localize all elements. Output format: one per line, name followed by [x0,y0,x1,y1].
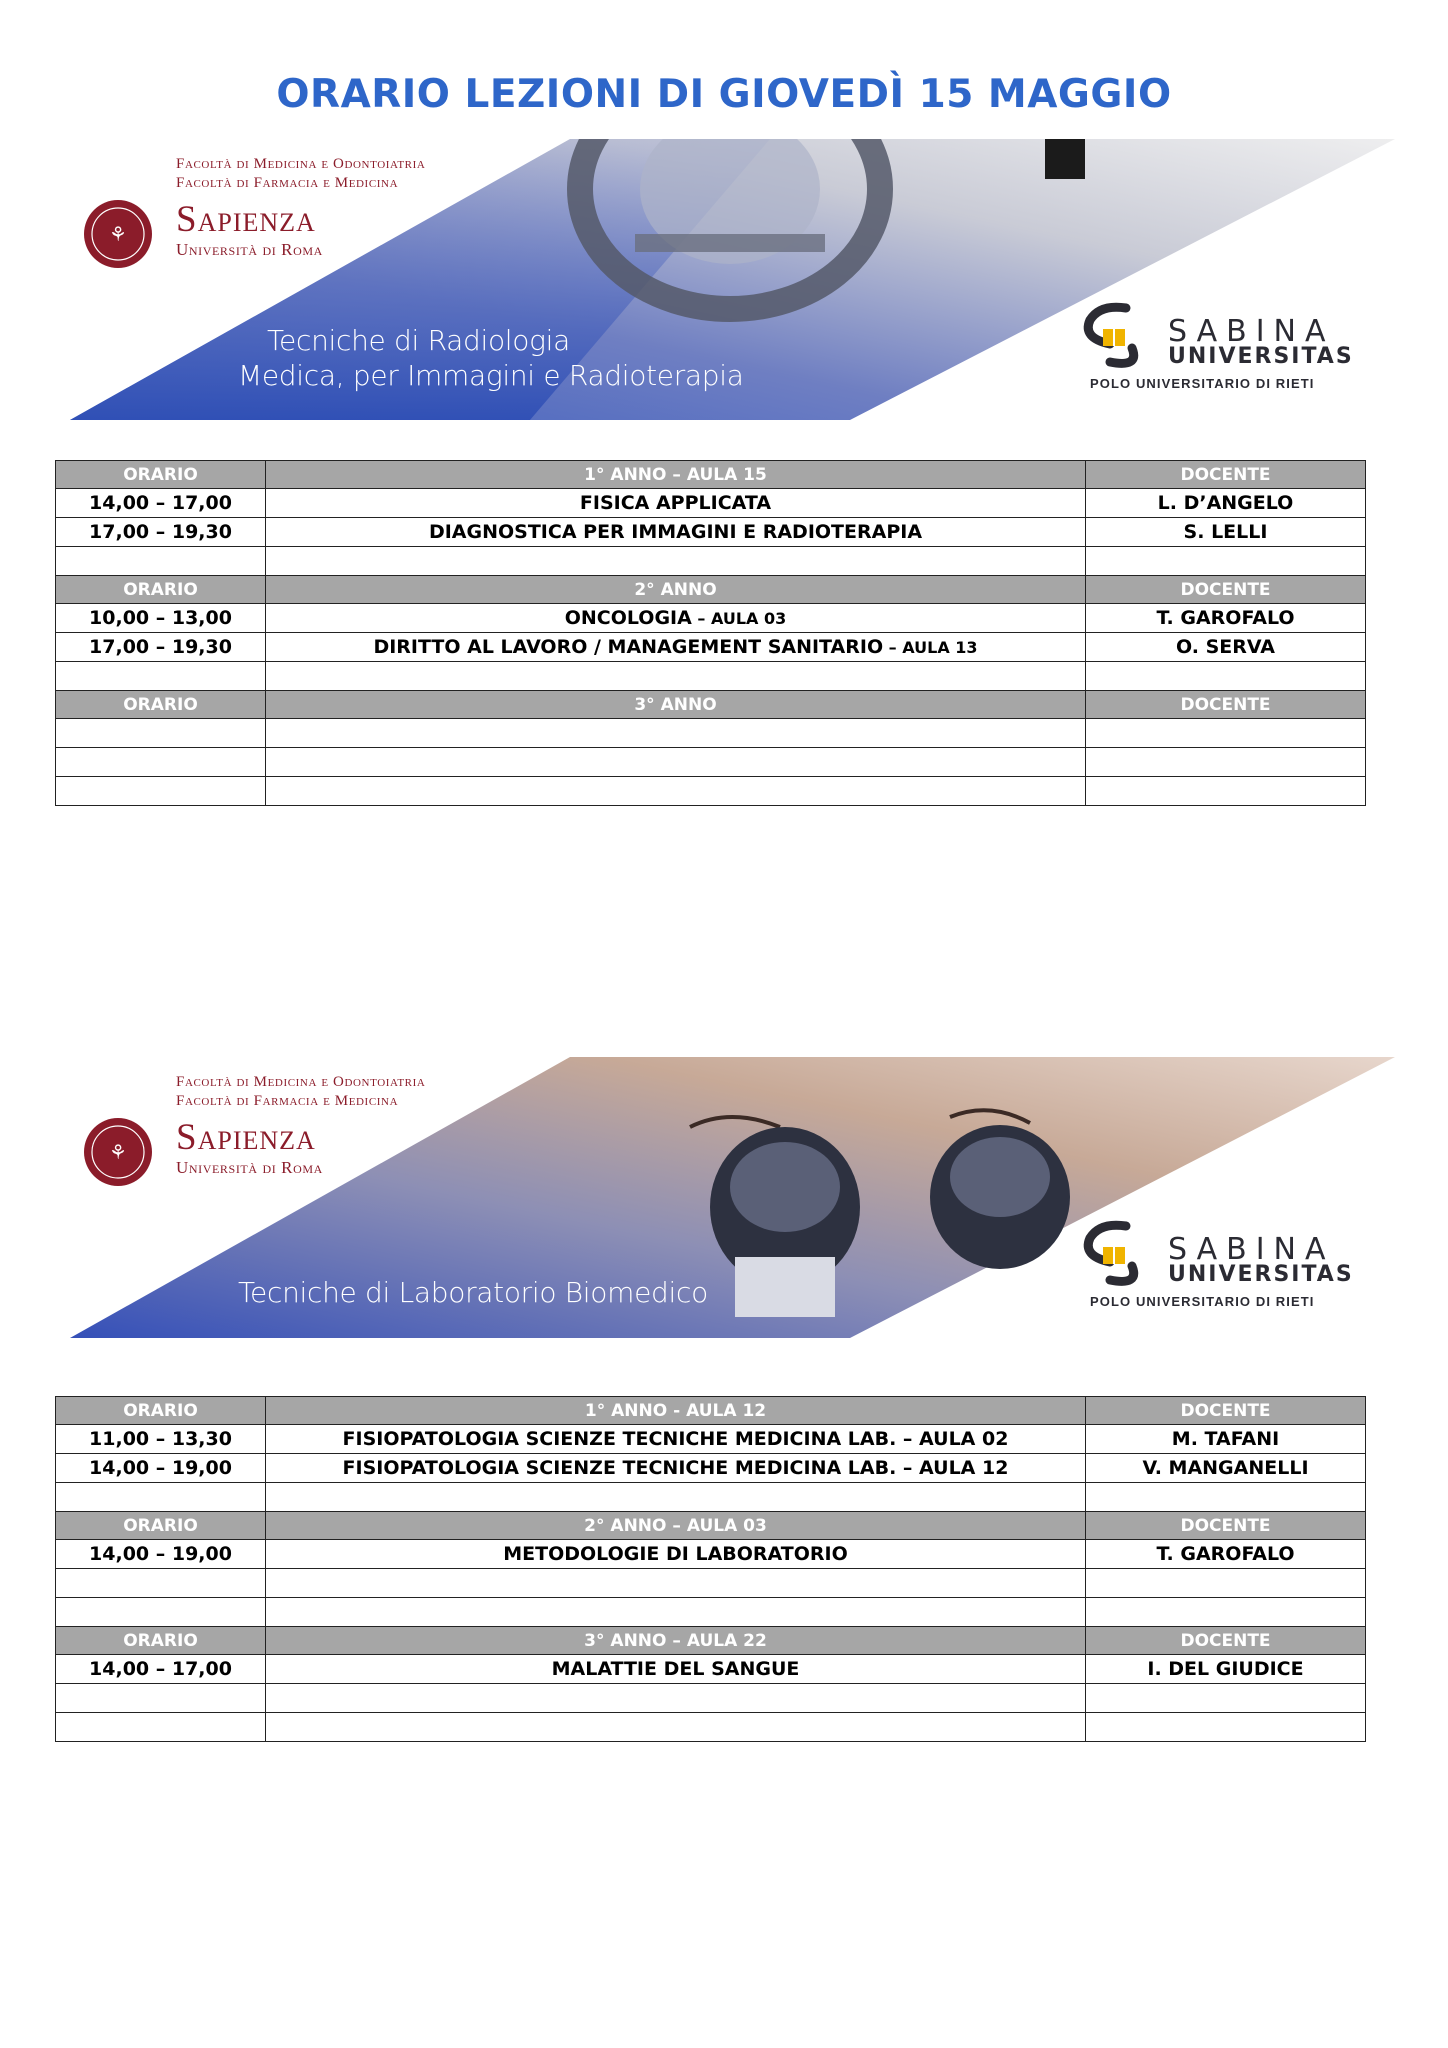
partner-polo: POLO UNIVERSITARIO DI RIETI [1090,1294,1315,1309]
teacher-cell: V. MANGANELLI [1086,1454,1366,1483]
table-header-row [56,1627,1366,1655]
empty-row [56,662,1366,691]
table-header-row [56,461,1366,489]
teacher-cell: M. TAFANI [1086,1425,1366,1454]
university-name: Sapienza [176,199,316,240]
teacher-cell: O. SERVA [1086,633,1366,662]
col-orario-header: ORARIO [56,1397,266,1425]
teacher-cell: S. LELLI [1086,518,1366,547]
page-title: ORARIO LEZIONI DI GIOVEDÌ 15 MAGGIO [276,72,1172,117]
col-orario-header: ORARIO [56,1512,266,1540]
table-row [56,489,1366,518]
table-row [56,633,1366,662]
partner-subtitle: UNIVERSITAS [1168,1262,1354,1287]
partner-subtitle: UNIVERSITAS [1168,344,1354,369]
teacher-cell: L. D’ANGELO [1086,489,1366,518]
university-name: Sapienza [176,1117,316,1158]
course-title-line: Tecniche di Laboratorio Biomedico [238,1276,708,1309]
year-header: 3° ANNO – AULA 22 [266,1627,1086,1655]
partner-name: SABINA [1168,314,1335,349]
teacher-cell: T. GAROFALO [1086,1540,1366,1569]
faculty-line: Facoltà di Medicina e Odontoiatria [176,156,426,172]
faculty-line: Facoltà di Farmacia e Medicina [176,175,399,191]
teacher-cell: T. GAROFALO [1086,604,1366,633]
room-label: – AULA 03 [691,609,787,628]
svg-text:⚘: ⚘ [109,1140,127,1164]
subject-name: DIRITTO AL LAVORO / MANAGEMENT SANITARIO [373,636,884,658]
col-orario-header: ORARIO [56,1627,266,1655]
table-row [56,1425,1366,1454]
time-cell: 17,00 – 19,30 [56,518,266,547]
empty-row [56,1483,1366,1512]
subject-cell: METODOLOGIE DI LABORATORIO [266,1540,1086,1569]
time-cell: 10,00 – 13,00 [56,604,266,633]
time-cell: 14,00 – 19,00 [56,1540,266,1569]
subject-cell: MALATTIE DEL SANGUE [266,1655,1086,1684]
empty-row [56,777,1366,806]
empty-row [56,1569,1366,1598]
table-row [56,1454,1366,1483]
table-row [56,1655,1366,1684]
table-row [56,1540,1366,1569]
subject-cell: FISIOPATOLOGIA SCIENZE TECNICHE MEDICINA LAB. – AULA 02 [266,1425,1086,1454]
time-cell: 14,00 – 17,00 [56,489,266,518]
faculty-line: Facoltà di Medicina e Odontoiatria [176,1074,426,1090]
course-title-line: Tecniche di Radiologia [267,324,570,357]
table-row [56,604,1366,633]
empty-row [56,1598,1366,1627]
col-orario-header: ORARIO [56,691,266,719]
partner-name: SABINA [1168,1232,1335,1267]
year-header: 2° ANNO [266,576,1086,604]
col-docente-header: DOCENTE [1086,1512,1366,1540]
subject-cell: FISIOPATOLOGIA SCIENZE TECNICHE MEDICINA LAB. – AULA 12 [266,1454,1086,1483]
col-orario-header: ORARIO [56,461,266,489]
university-subtitle: Università di Roma [176,1158,323,1177]
col-docente-header: DOCENTE [1086,691,1366,719]
subject-cell: FISICA APPLICATA [266,489,1086,518]
year-header: 1° ANNO – AULA 15 [266,461,1086,489]
empty-row [56,748,1366,777]
empty-row [56,1684,1366,1713]
room-label: – AULA 13 [883,638,978,657]
teacher-cell: I. DEL GIUDICE [1086,1655,1366,1684]
subject-name: ONCOLOGIA [564,607,692,629]
time-cell: 11,00 – 13,30 [56,1425,266,1454]
schedule-table-laboratorio [55,1396,1366,1742]
subject-cell: DIAGNOSTICA PER IMMAGINI E RADIOTERAPIA [266,518,1086,547]
course-title-line: Medica, per Immagini e Radioterapia [238,359,744,392]
banner-laboratorio [70,1057,1395,1338]
year-header: 1° ANNO - AULA 12 [266,1397,1086,1425]
col-docente-header: DOCENTE [1086,576,1366,604]
time-cell: 14,00 – 19,00 [56,1454,266,1483]
col-docente-header: DOCENTE [1086,1397,1366,1425]
col-docente-header: DOCENTE [1086,461,1366,489]
time-cell: 17,00 – 19,30 [56,633,266,662]
subject-cell [266,633,1086,662]
svg-text:⚘: ⚘ [109,222,127,246]
empty-row [56,1713,1366,1742]
empty-row [56,547,1366,576]
table-header-row [56,576,1366,604]
table-header-row [56,691,1366,719]
subject-cell [266,604,1086,633]
year-header: 3° ANNO [266,691,1086,719]
banner-radiologia [70,139,1395,420]
year-header: 2° ANNO – AULA 03 [266,1512,1086,1540]
schedule-table-radiologia [55,460,1366,806]
partner-polo: POLO UNIVERSITARIO DI RIETI [1090,376,1315,391]
time-cell: 14,00 – 17,00 [56,1655,266,1684]
table-row [56,518,1366,547]
col-orario-header: ORARIO [56,576,266,604]
col-docente-header: DOCENTE [1086,1627,1366,1655]
empty-row [56,719,1366,748]
university-subtitle: Università di Roma [176,240,323,259]
faculty-line: Facoltà di Farmacia e Medicina [176,1093,399,1109]
table-header-row [56,1512,1366,1540]
table-header-row [56,1397,1366,1425]
